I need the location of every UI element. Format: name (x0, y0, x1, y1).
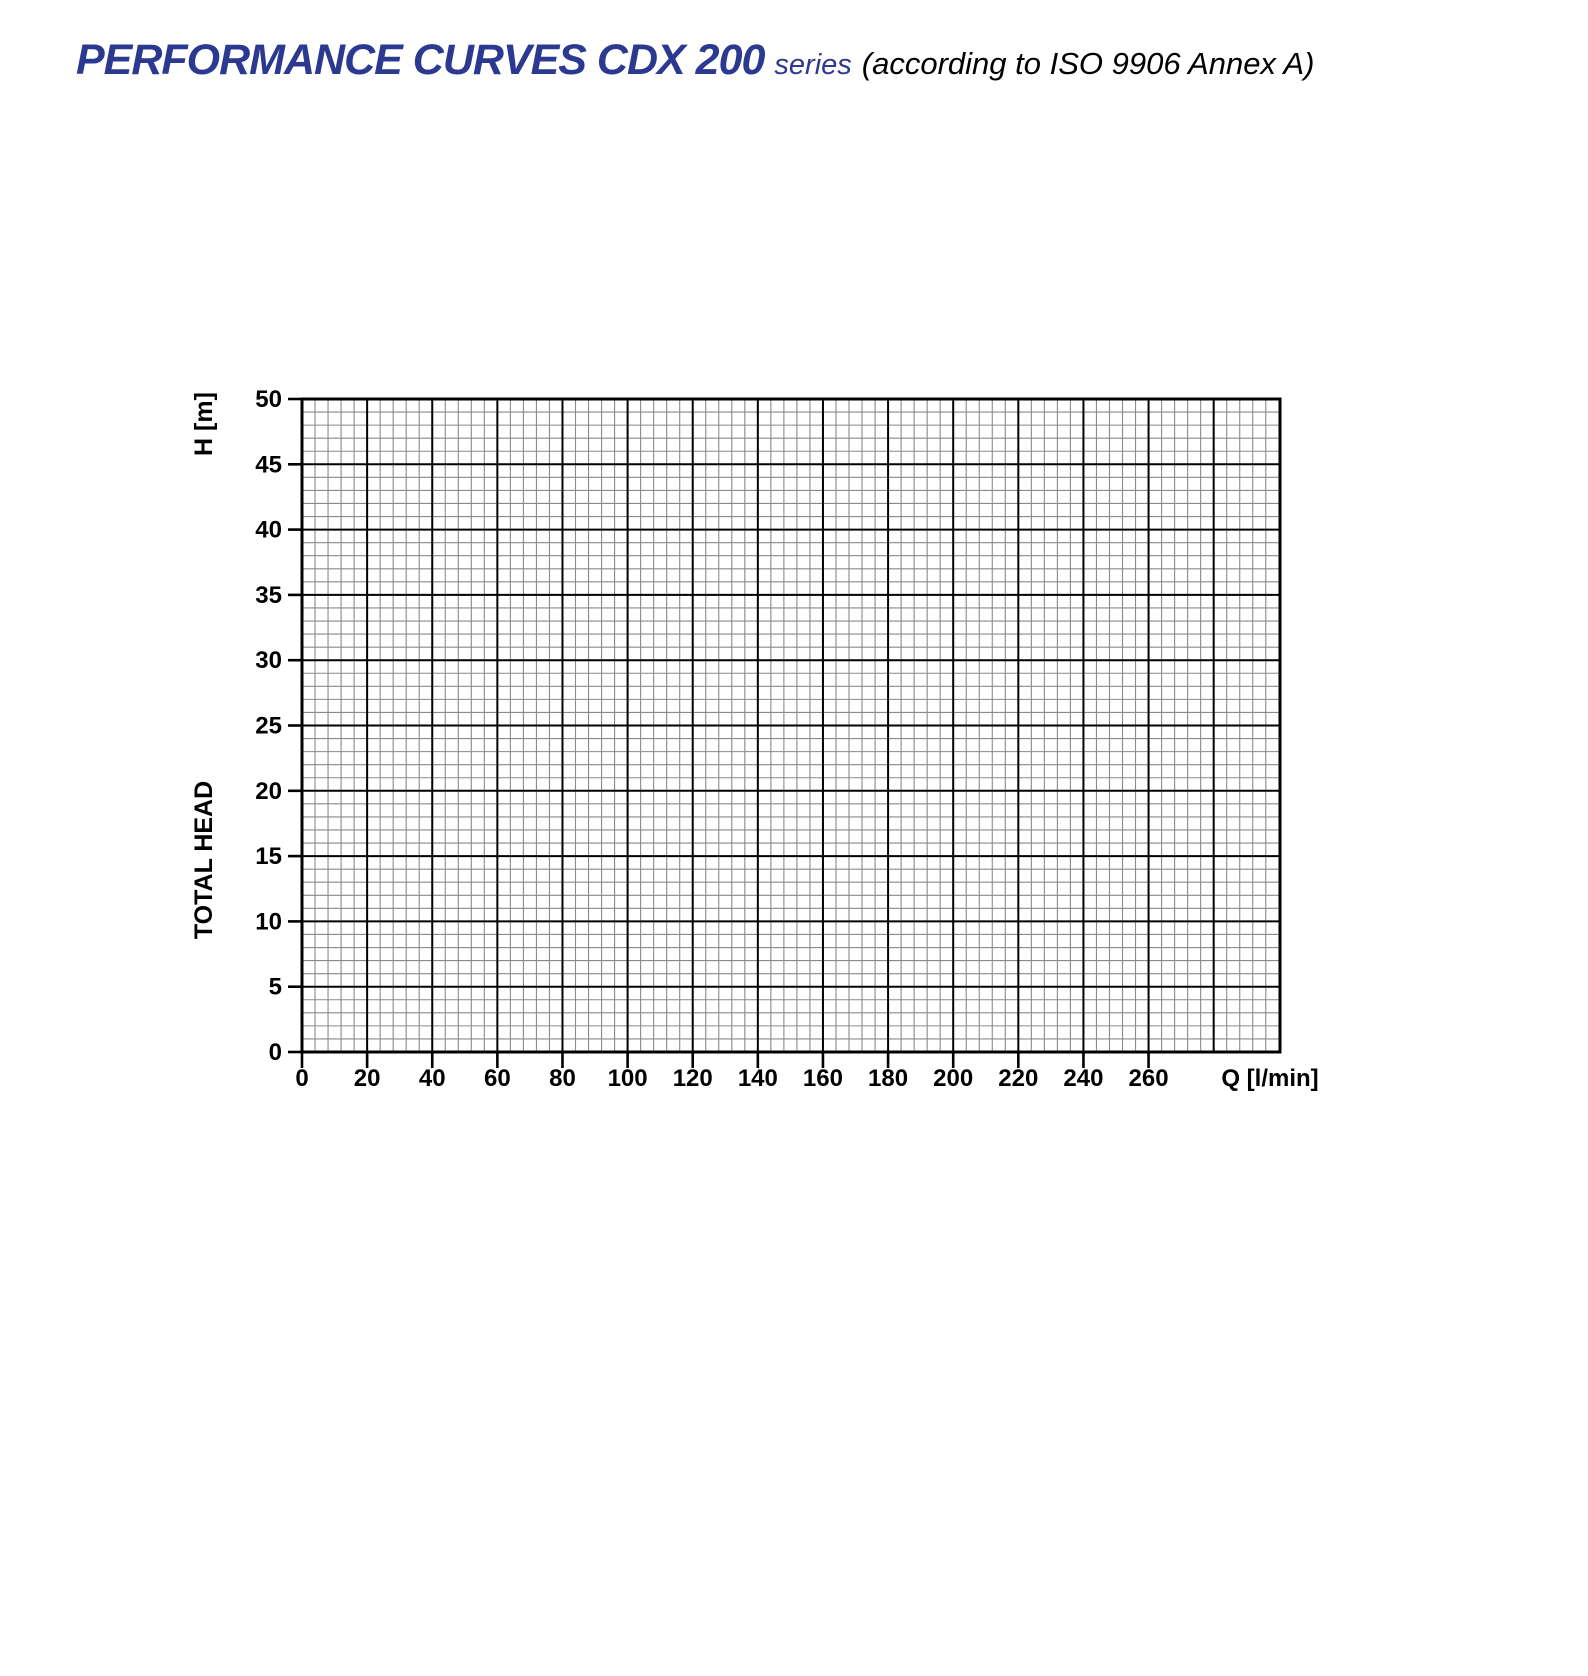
title-series-word: series (774, 49, 852, 81)
svg-text:220: 220 (998, 1065, 1039, 1092)
grid-total_head (302, 399, 1280, 1052)
axis-title-total_head-0 (190, 392, 218, 456)
svg-text:140: 140 (737, 1065, 778, 1092)
svg-text:Q [l/min]: Q [l/min] (1221, 1065, 1319, 1092)
svg-text:100: 100 (607, 1065, 648, 1092)
bottom-axis-total_head (295, 1052, 1318, 1092)
svg-text:120: 120 (672, 1065, 713, 1092)
svg-text:20: 20 (353, 1065, 381, 1092)
svg-text:30: 30 (255, 647, 282, 675)
svg-text:40: 40 (255, 516, 282, 544)
svg-text:0: 0 (295, 1065, 309, 1092)
svg-text:180: 180 (868, 1065, 909, 1092)
page-title (76, 36, 1314, 85)
svg-text:160: 160 (802, 1065, 843, 1092)
svg-text:10: 10 (255, 908, 282, 936)
svg-text:50: 50 (255, 386, 282, 413)
svg-text:35: 35 (255, 581, 282, 609)
axis-title-total_head-1 (190, 781, 218, 939)
svg-text:240: 240 (1063, 1065, 1104, 1092)
svg-text:H [m]: H [m] (190, 392, 218, 456)
svg-text:40: 40 (418, 1065, 446, 1092)
title-iso-note: (according to ISO 9906 Annex A) (861, 46, 1315, 81)
svg-text:25: 25 (255, 712, 282, 740)
svg-text:60: 60 (484, 1065, 511, 1092)
left-axis-total_head (255, 386, 302, 1066)
svg-text:15: 15 (255, 843, 282, 871)
svg-text:5: 5 (268, 973, 282, 1001)
svg-text:TOTAL HEAD: TOTAL HEAD (190, 780, 218, 940)
title-main: PERFORMANCE CURVES CDX 200 (76, 36, 765, 84)
svg-text:260: 260 (1128, 1065, 1169, 1092)
svg-text:0: 0 (268, 1039, 282, 1066)
svg-text:80: 80 (549, 1065, 576, 1092)
svg-text:20: 20 (255, 777, 282, 805)
svg-text:45: 45 (255, 451, 282, 479)
chart-total_head (190, 386, 1319, 1092)
svg-text:200: 200 (933, 1065, 974, 1092)
